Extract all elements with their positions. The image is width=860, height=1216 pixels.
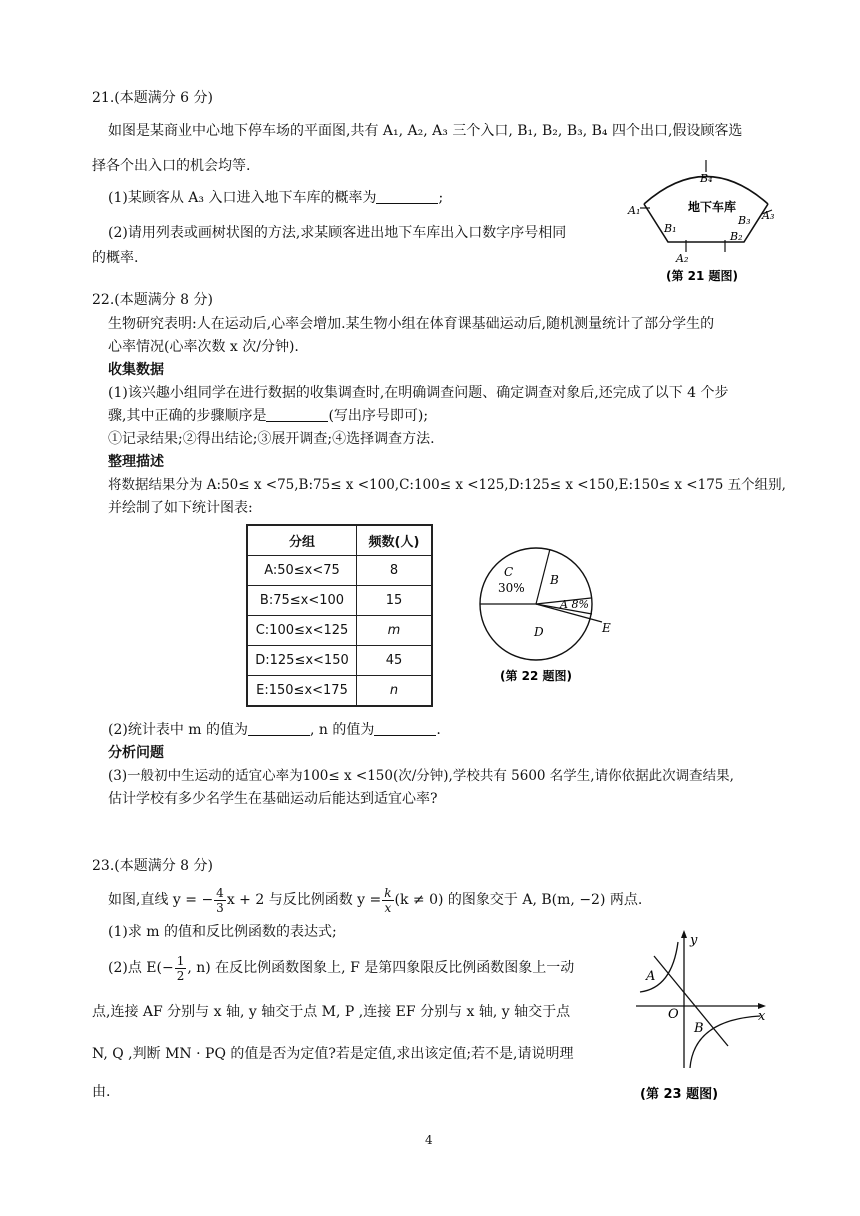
q23-header: 23.(本题满分 8 分) <box>92 858 213 874</box>
table-cell: n <box>357 676 433 707</box>
table-cell: D:125≤x<150 <box>247 646 357 676</box>
answer-blank <box>248 721 310 736</box>
table-cell: 45 <box>357 646 433 676</box>
q22-intro2: 心率情况(心率次数 x 次/分钟). <box>108 339 299 355</box>
frac-num: k <box>384 885 392 900</box>
section-organize-describe: 整理描述 <box>108 454 164 470</box>
label-b: B <box>694 1021 704 1036</box>
q21-part1-end: ; <box>438 190 444 206</box>
q21-part1-text: (1)某顾客从 A₃ 入口进入地下车库的概率为 <box>108 190 377 206</box>
q23-p2d: 由. <box>92 1084 111 1100</box>
label-x: x <box>758 1009 766 1024</box>
fraction-1-2 <box>175 954 187 983</box>
q22-header: 22.(本题满分 8 分) <box>92 292 213 308</box>
q21-part2b: 的概率. <box>92 250 139 266</box>
q22-p2-question <box>108 720 441 740</box>
frac-den: 3 <box>216 900 224 915</box>
pie-label-a: A 8% <box>560 598 589 611</box>
q22-p2-text: (2)统计表中 m 的值为 <box>108 722 249 738</box>
fraction-4-3 <box>214 886 226 915</box>
frequency-table <box>246 524 433 707</box>
frac-den: 2 <box>176 968 185 983</box>
table-row <box>247 676 432 707</box>
table-cell: B:75≤x<100 <box>247 586 357 616</box>
table-row <box>247 556 432 586</box>
q22-p3b: 估计学校有多少名学生在基础运动后能达到适宜心率? <box>108 791 438 807</box>
label-b1: B₁ <box>664 222 677 235</box>
table-row <box>247 646 432 676</box>
q23-line1 <box>108 882 642 918</box>
q23-p2b: 点,连接 AF 分别与 x 轴, y 轴交于点 M, P ,连接 EF 分别与 x 轴, y 轴交于点 <box>92 1004 571 1020</box>
answer-blank <box>266 407 328 422</box>
line-ab <box>654 956 728 1046</box>
q22-p2b: 并绘制了如下统计图表: <box>108 500 253 516</box>
table-cell: 8 <box>357 556 433 586</box>
table-header: 分组 <box>247 525 357 556</box>
frac-num: 1 <box>176 953 185 968</box>
label-b4: B₄ <box>700 172 713 185</box>
label-o: O <box>668 1007 679 1022</box>
label-y: y <box>690 933 698 948</box>
q22-p1b-text: 骤,其中正确的步骤顺序是 <box>108 408 267 424</box>
pie-label-d: D <box>534 625 544 639</box>
frac-den: x <box>384 900 392 915</box>
q23-p1: (1)求 m 的值和反比例函数的表达式; <box>108 924 337 940</box>
table-cell: E:150≤x<175 <box>247 676 357 707</box>
table-row <box>247 616 432 646</box>
q23-l1-post: (k ≠ 0) 的图象交于 A, B(m, −2) 两点. <box>394 892 643 908</box>
q23-p2-pre: (2)点 E(− <box>108 960 174 976</box>
label-a: A <box>646 969 656 984</box>
q21-line1: 如图是某商业中心地下停车场的平面图,共有 A₁, A₂, A₃ 三个入口, B₁, B₂, B₃, B₄ 四个出口,假设顾客选 <box>108 123 743 139</box>
q22-intro1: 生物研究表明:人在运动后,心率会增加.某生物小组在体育课基础运动后,随机测量统计了部分学生的 <box>108 316 715 332</box>
q23-figure-caption: (第 23 题图) <box>640 1087 719 1102</box>
label-a2: A₂ <box>676 252 689 265</box>
pie-divider-c-b <box>536 549 550 604</box>
answer-blank <box>374 721 436 736</box>
table-cell: C:100≤x<125 <box>247 616 357 646</box>
label-a1: A₁ <box>628 204 641 217</box>
q23-l1-mid: x + 2 与反比例函数 y = <box>226 892 382 908</box>
section-analyze-problem: 分析问题 <box>108 745 164 761</box>
fraction-k-x <box>382 886 393 915</box>
table-header: 频数(人) <box>357 525 433 556</box>
label-b2: B₂ <box>730 230 743 243</box>
q22-figure-caption: (第 22 题图) <box>500 669 573 683</box>
pie-label-c: C <box>504 565 514 579</box>
q22-p2a: 将数据结果分为 A:50≤ x <75,B:75≤ x <100,C:100≤ x <125,D:125≤ x <150,E:150≤ x <175 五个组别, <box>108 477 786 493</box>
q23-p2 <box>108 950 574 986</box>
pie-label-c-pct: 30% <box>498 581 525 595</box>
label-a3: A₃ <box>762 209 775 222</box>
pie-label-b: B <box>550 573 559 587</box>
page-number: 4 <box>425 1133 433 1147</box>
hyperbola-branch-2 <box>640 942 678 992</box>
table-cell: 15 <box>357 586 433 616</box>
q22-p1b <box>108 406 428 426</box>
q22-p1a: (1)该兴趣小组同学在进行数据的收集调查时,在明确调查问题、确定调查对象后,还完成了以下 4 个步 <box>108 385 729 401</box>
table-row <box>247 586 432 616</box>
table-cell: m <box>357 616 433 646</box>
section-collect-data: 收集数据 <box>108 362 164 378</box>
q21-part2a: (2)请用列表或画树状图的方法,求某顾客进出地下车库出入口数字序号相同 <box>108 225 567 241</box>
q21-header: 21.(本题满分 6 分) <box>92 90 213 106</box>
table-cell: A:50≤x<75 <box>247 556 357 586</box>
q21-part1 <box>108 188 443 208</box>
q23-l1-pre: 如图,直线 y = − <box>108 892 214 908</box>
q22-p1b-end: (写出序号即可); <box>328 408 429 424</box>
frac-num: 4 <box>216 885 224 900</box>
q22-p2-end: . <box>436 722 441 738</box>
q21-figure-caption: (第 21 题图) <box>666 269 739 283</box>
pie-figure <box>478 540 618 686</box>
y-axis-arrow <box>681 930 687 938</box>
q22-p1c: ①记录结果;②得出结论;③展开调查;④选择调查方法. <box>108 431 435 447</box>
answer-blank <box>376 189 438 204</box>
q23-p2-post: , n) 在反比例函数图象上, F 是第四象限反比例函数图象上一动 <box>187 960 575 976</box>
q21-line2: 择各个出入口的机会均等. <box>92 158 251 174</box>
label-b3: B₃ <box>738 214 751 227</box>
q22-p2-mid: , n 的值为 <box>310 722 375 738</box>
graph-figure <box>632 928 772 1108</box>
q23-p2c: N, Q ,判断 MN · PQ 的值是否为定值?若是定值,求出该定值;若不是,请说明理 <box>92 1046 574 1062</box>
table-header-row <box>247 525 432 556</box>
q22-p3a: (3)一般初中生运动的适宜心率为100≤ x <150(次/分钟),学校共有 5600 名学生,请你依据此次调查结果, <box>108 768 734 784</box>
parking-title: 地下车库 <box>688 200 737 214</box>
pie-label-e: E <box>602 621 611 635</box>
parking-figure <box>626 154 786 290</box>
